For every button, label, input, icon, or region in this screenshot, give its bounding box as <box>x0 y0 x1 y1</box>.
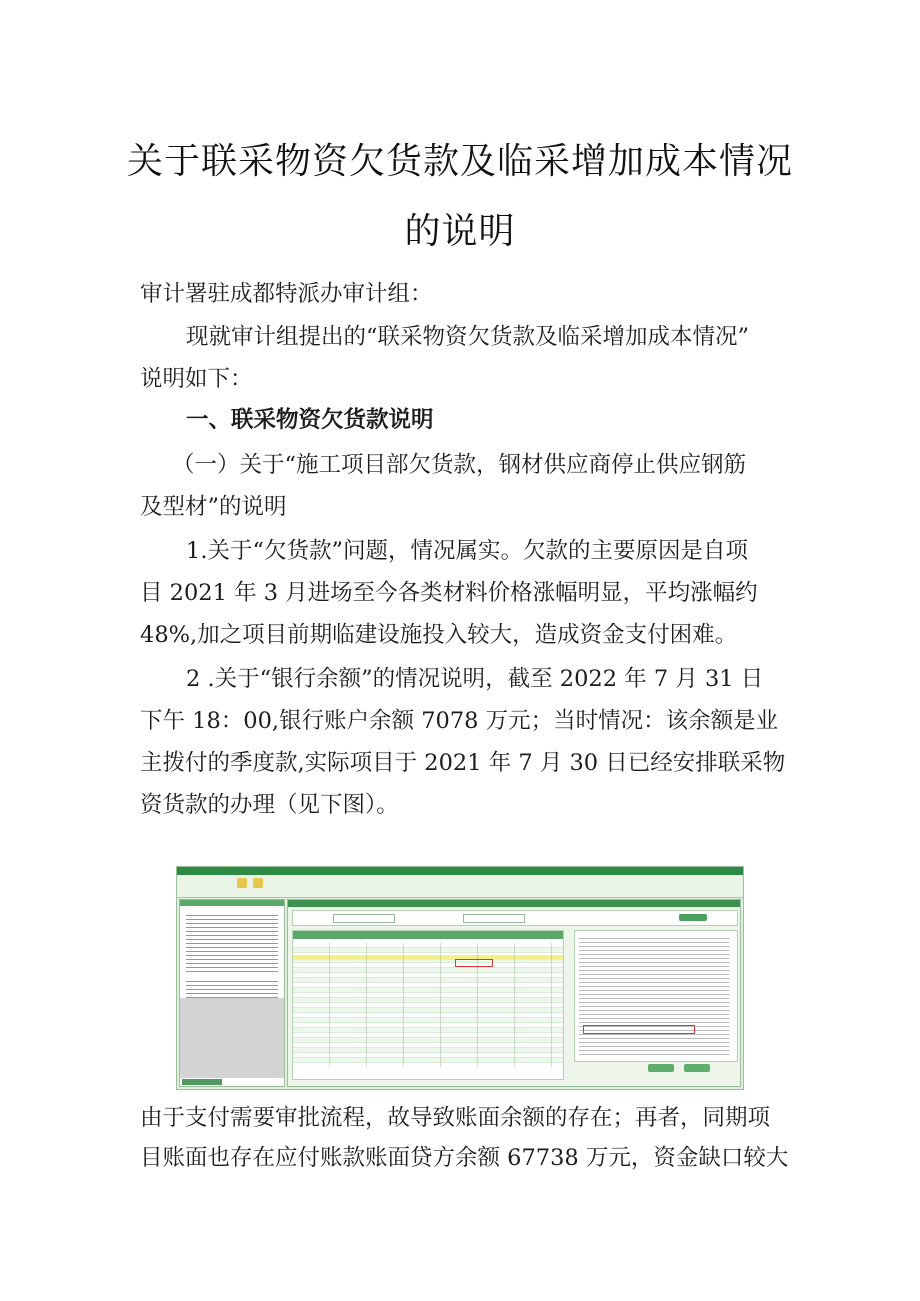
paragraph-2-line-3: 主拨付的季度款,实际项目于 2021 年 7 月 30 日已经安排联采物 <box>140 750 786 776</box>
paragraph-1-line-1: 1.关于“欠货款”问题，情况属实。欠款的主要原因是自项 <box>186 538 748 564</box>
transaction-table <box>292 930 564 1080</box>
paragraph-2-line-4: 资货款的办理（见下图）。 <box>140 792 399 818</box>
embedded-system-screenshot <box>176 866 744 1090</box>
intro-line-1: 现就审计组提出的“联采物资欠货款及临采增加成本情况” <box>186 324 750 350</box>
date-from-field <box>333 914 395 923</box>
detail-panel <box>574 930 738 1062</box>
paragraph-1-line-2: 目 2021 年 3 月进场至今各类材料价格涨幅明显，平均涨幅约 <box>140 580 758 606</box>
toolbar-icon <box>253 878 263 888</box>
annotation-box <box>455 959 493 967</box>
app-title-bar <box>177 867 743 875</box>
app-toolbar <box>177 875 743 898</box>
paragraph-2-line-2: 下午 18：00,银行账户余额 7078 万元；当时情况：该余额是业 <box>140 708 779 734</box>
paragraph-2-line-1: 2 .关于“银行余额”的情况说明，截至 2022 年 7 月 31 日 <box>186 666 764 692</box>
date-to-field <box>463 914 525 923</box>
panel-button <box>648 1064 674 1072</box>
query-bar <box>292 910 738 926</box>
document-title-line-1: 关于联采物资欠货款及临采增加成本情况 <box>126 141 793 182</box>
addressee: 审计署驻成都特派办审计组： <box>140 281 433 307</box>
panel-button <box>684 1064 710 1072</box>
subsection-1-line-2: 及型材”的说明 <box>140 494 287 520</box>
section-1-heading: 一、联采物资欠货款说明 <box>186 407 434 433</box>
query-button <box>679 914 707 921</box>
app-side-panel <box>179 899 285 1087</box>
paragraph-1-line-3: 48%,加之项目前期临建设施投入较大，造成资金支付困难。 <box>140 622 738 648</box>
annotation-box <box>583 1025 695 1034</box>
subsection-1-line-1: （一）关于“施工项目部欠货款，钢材供应商停止供应钢筋 <box>172 452 747 478</box>
paragraph-3-line-2: 目账面也存在应付账款账面贷方余额 67738 万元，资金缺口较大 <box>140 1145 789 1171</box>
document-title-line-2: 的说明 <box>404 211 516 252</box>
intro-line-2: 说明如下： <box>140 366 253 392</box>
paragraph-3-line-1: 由于支付需要审批流程，故导致账面余额的存在；再者，同期项 <box>140 1105 771 1131</box>
app-main-panel <box>287 899 741 1087</box>
toolbar-icon <box>237 878 247 888</box>
